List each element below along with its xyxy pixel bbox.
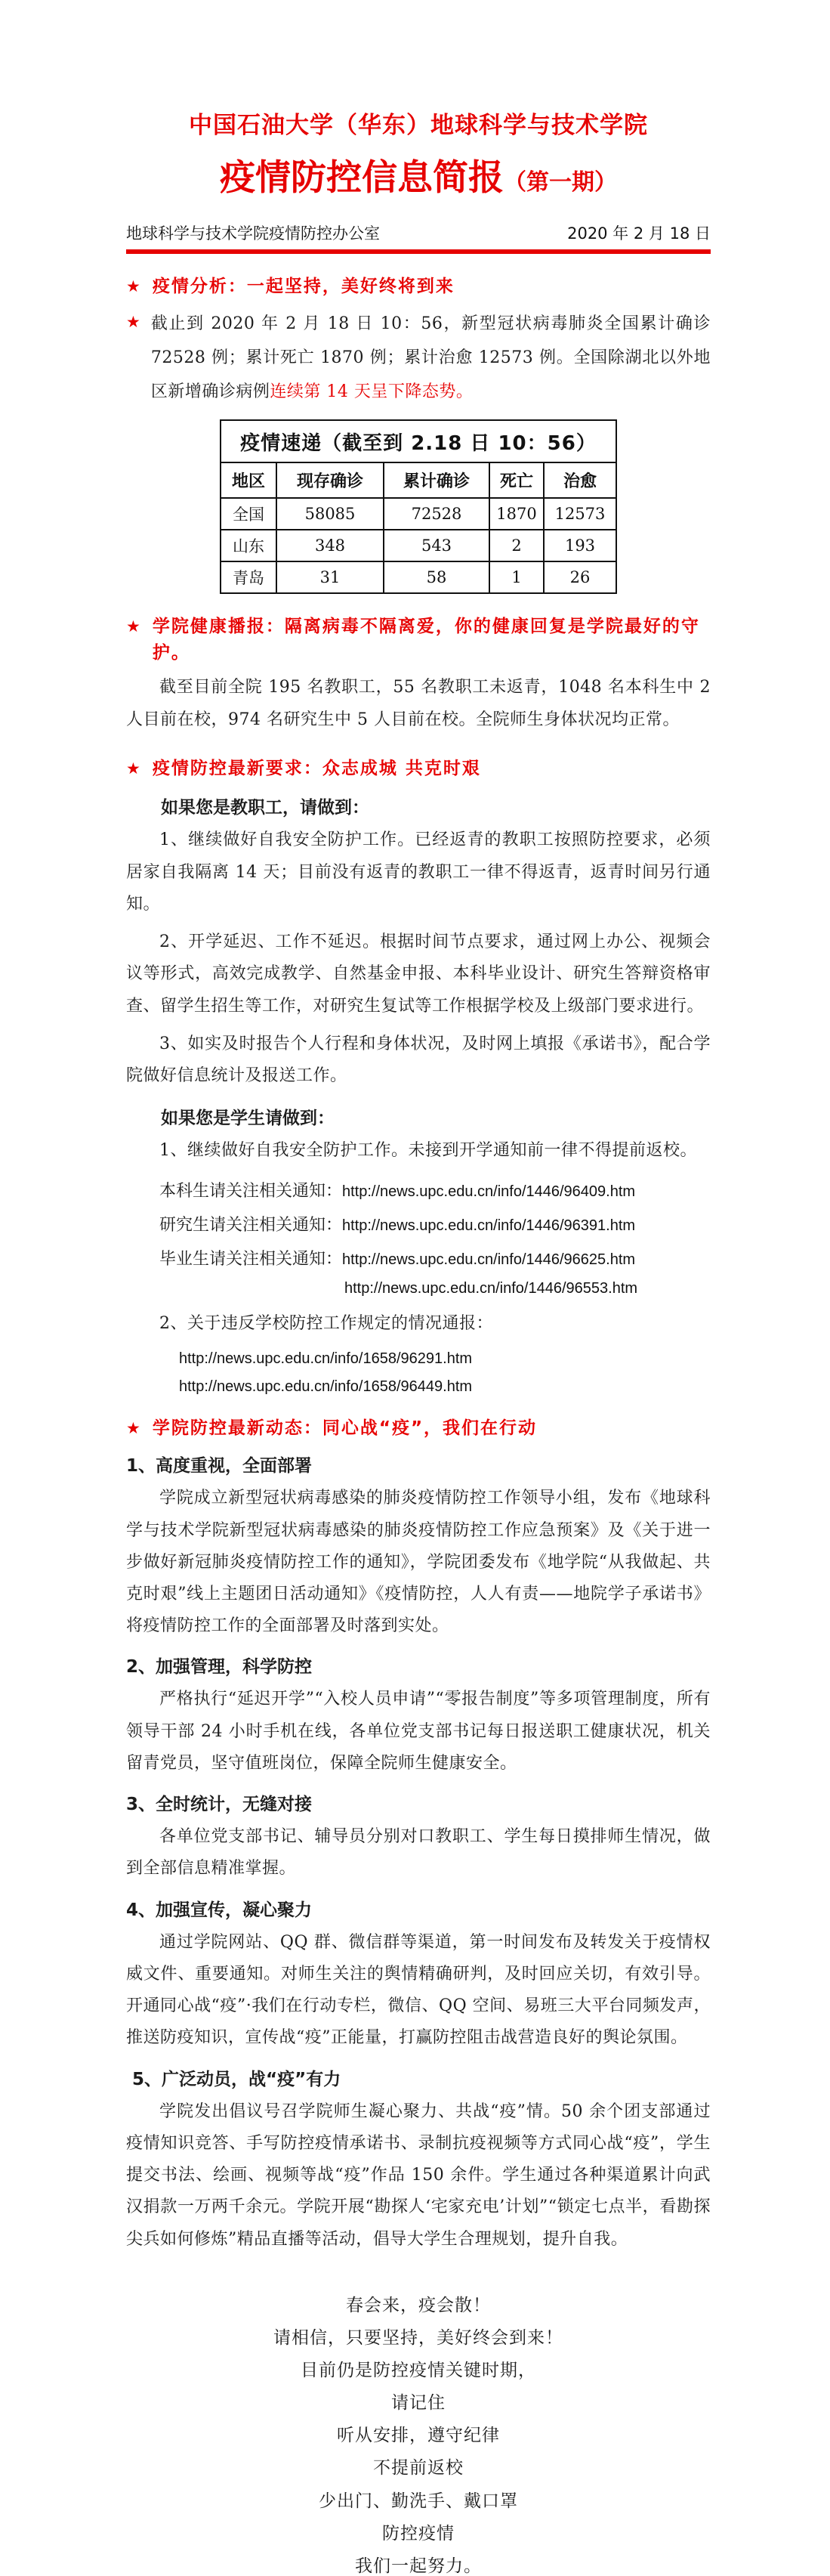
table-title-row xyxy=(221,420,616,462)
paragraph: 2、开学延迟、工作不延迟。根据时间节点要求，通过网上办公、视频会议等形式，高效完成教学、自然基金申报、本科毕业设计、研究生答辩资格审查、留学生招生等工作，对研究生复试等工作根据学校及上级部门要求进行。 xyxy=(126,932,711,1016)
notice-label: 毕业生请关注相关通知： xyxy=(159,1249,343,1269)
section-heading-label: 学院防控最新动态：同心战“疫”，我们在行动 xyxy=(152,1418,538,1438)
numbered-heading: 4、加强宣传，凝心聚力 xyxy=(126,1900,313,1920)
table-cell: 全国 xyxy=(221,498,276,530)
numbered-heading: 3、全时统计，无缝对接 xyxy=(126,1795,313,1815)
column-header: 累计确诊 xyxy=(384,462,489,498)
closing-line: 不提前返校 xyxy=(373,2458,464,2479)
table-row xyxy=(221,561,616,593)
column-header: 死亡 xyxy=(489,462,544,498)
closing-line: 请相信，只要坚持，美好终会到来！ xyxy=(273,2327,563,2348)
table-cell: 12573 xyxy=(544,498,616,530)
table-row xyxy=(221,530,616,561)
section-heading xyxy=(126,274,711,300)
notice-label: 研究生请关注相关通知： xyxy=(159,1215,343,1235)
header-divider xyxy=(126,249,711,254)
star-icon: ★ xyxy=(126,1418,140,1437)
notice-link-line xyxy=(126,1280,711,1297)
paragraph: 截至目前全院 195 名教职工，55 名教职工未返青，1048 名本科生中 2 人目前在校，974 名研究生中 5 人目前在校。全院师生身体状况均正常。 xyxy=(126,678,711,729)
section-heading-label: 疫情防控最新要求：众志成城 共克时艰 xyxy=(152,758,481,778)
paragraph: 2、关于违反学校防控工作规定的情况通报： xyxy=(159,1313,493,1333)
subheading: 如果您是教职工，请做到： xyxy=(161,798,369,818)
section-heading-label: 学院健康播报：隔离病毒不隔离爱，你的健康回复是学院最好的守护。 xyxy=(152,617,700,663)
table-cell: 1 xyxy=(489,561,544,593)
closing-line: 我们一起努力。 xyxy=(355,2556,482,2576)
table-cell: 543 xyxy=(384,530,489,561)
section-heading xyxy=(126,756,711,782)
notice-url[interactable]: http://news.upc.edu.cn/info/1446/96409.htm xyxy=(342,1183,636,1200)
star-paragraph-text xyxy=(151,307,711,409)
issuing-office: 地球科学与技术学院疫情防控办公室 xyxy=(126,224,380,243)
paragraph: 通过学院网站、QQ 群、微信群等渠道，第一时间发布及转发关于疫情权威文件、重要通知。对师生关注的舆情精确研判，及时回应关切，有效引导。开通同心战“疫”·我们在行动专栏，微信、QQ 空间、易班三大平台同频发声，推送防疫知识，宣传战“疫”正能量，打赢防控阻击战营造良好的舆论氛围。 xyxy=(126,1932,711,2048)
notice-url[interactable]: http://news.upc.edu.cn/info/1446/96625.htm xyxy=(342,1251,636,1268)
table-cell: 2 xyxy=(489,530,544,561)
paragraph: 学院成立新型冠状病毒感染的肺炎疫情防控工作领导小组，发布《地球科学与技术学院新型冠状病毒感染的肺炎疫情防控工作应急预案》及《关于进一步做好新冠肺炎疫情防控工作的通知》，学院团委发布《地学院“从我做起、共克时艰”线上主题团日活动通知》《疫情防控，人人有责——地院学子承诺书》将疫情防控工作的全面部署及时落到实处。 xyxy=(126,1489,711,1636)
closing-line: 春会来，疫会散！ xyxy=(346,2295,491,2315)
spacer xyxy=(126,2262,711,2296)
numbered-heading: 2、加强管理，科学防控 xyxy=(126,1657,313,1678)
paragraph: 3、如实及时报告个人行程和身体状况，及时网上填报《承诺书》，配合学院做好信息统计及报送工作。 xyxy=(126,1034,711,1086)
table-cell: 青岛 xyxy=(221,561,276,593)
notice-url[interactable]: http://news.upc.edu.cn/info/1658/96291.htm xyxy=(179,1350,473,1367)
star-icon: ★ xyxy=(126,617,140,636)
numbered-heading: 5、广泛动员，战“疫”有力 xyxy=(126,2069,341,2089)
page-title: 中国石油大学（华东）地球科学与技术学院 xyxy=(189,112,648,139)
table-cell: 山东 xyxy=(221,530,276,561)
table-cell: 193 xyxy=(544,530,616,561)
paragraph: 1、继续做好自我安全防护工作。未接到开学通知前一律不得提前返校。 xyxy=(159,1141,697,1161)
notice-label: 本科生请关注相关通知： xyxy=(159,1181,343,1201)
table-cell: 58 xyxy=(384,561,489,593)
notice-link-line xyxy=(126,1212,711,1235)
notice-url[interactable]: http://news.upc.edu.cn/info/1658/96449.htm xyxy=(179,1378,473,1395)
table-header-row xyxy=(221,462,616,498)
section-heading xyxy=(126,1415,711,1442)
issue-date: 2020 年 2 月 18 日 xyxy=(567,224,711,243)
closing-line: 防控疫情 xyxy=(382,2523,455,2544)
section-heading xyxy=(126,614,711,666)
bulletin-title-main: 疫情防控信息简报 xyxy=(220,157,504,199)
closing-line: 请记住 xyxy=(391,2393,446,2414)
notice-url[interactable]: http://news.upc.edu.cn/info/1446/96553.htm xyxy=(344,1279,638,1297)
epidemic-table xyxy=(220,419,617,594)
column-header: 现存确诊 xyxy=(276,462,384,498)
closing-line: 少出门、勤洗手、戴口罩 xyxy=(319,2491,518,2511)
paragraph-text: 截止到 2020 年 2 月 18 日 10：56，新型冠状病毒肺炎全国累计确诊 72528 例；累计死亡 1870 例；累计治愈 12573 例。全国除湖北以外地区新增确诊病例 xyxy=(150,314,711,402)
notice-link-line xyxy=(126,1178,711,1201)
section-heading-label: 疫情分析：一起坚持，美好终将到来 xyxy=(152,276,455,296)
highlighted-text: 连续第 14 天呈下降态势。 xyxy=(270,382,474,402)
table-row xyxy=(221,498,616,530)
table-cell: 31 xyxy=(276,561,384,593)
star-icon: ★ xyxy=(126,313,140,332)
table-cell: 348 xyxy=(276,530,384,561)
numbered-heading: 1、高度重视，全面部署 xyxy=(126,1456,313,1477)
paragraph: 1、继续做好自我安全防护工作。已经返青的教职工按照防控要求，必须居家自我隔离 14 天；目前没有返青的教职工一律不得返青，返青时间另行通知。 xyxy=(126,830,711,914)
bulletin-title xyxy=(126,157,711,199)
paragraph: 各单位党支部书记、辅导员分别对口教职工、学生每日摸排师生情况，做到全部信息精准掌握。 xyxy=(126,1827,711,1879)
table-title: 疫情速递（截至到 2.18 日 10：56） xyxy=(221,420,616,462)
notice-link-line xyxy=(126,1378,711,1396)
table-cell: 72528 xyxy=(384,498,489,530)
notice-link-line xyxy=(126,1350,711,1368)
paragraph: 学院发出倡议号召学院师生凝心聚力、共战“疫”情。50 余个团支部通过疫情知识竞答、手写防控疫情承诺书、录制抗疫视频等方式同心战“疫”，学生提交书法、绘画、视频等战“疫”作品 150 余件。学生通过各种渠道累计向武汉捐款一万两千余元。学院开展“勘探人‘宅家充电’计划”“锁定七点半，看勘探尖兵如何修炼”精品直播等活动，倡导大学生合理规划，提升自我。 xyxy=(126,2101,711,2249)
column-header: 地区 xyxy=(221,462,276,498)
notice-link-line xyxy=(126,1246,711,1269)
meta-row xyxy=(126,221,711,244)
table-cell: 26 xyxy=(544,561,616,593)
bulletin-issue-number: （第一期） xyxy=(504,169,617,196)
closing-line: 听从安排，遵守纪律 xyxy=(337,2426,500,2446)
document-body xyxy=(126,274,711,2575)
table-cell: 58085 xyxy=(276,498,384,530)
table-cell: 1870 xyxy=(489,498,544,530)
star-icon: ★ xyxy=(126,759,140,778)
paragraph: 严格执行“延迟开学”“入校人员申请”“零报告制度”等多项管理制度，所有领导干部 24 小时手机在线，各单位党支部书记每日报送职工健康状况，机关留青党员，坚守值班岗位，保障全院师生健康安全。 xyxy=(126,1690,711,1773)
closing-line: 目前仍是防控疫情关键时期， xyxy=(301,2361,536,2381)
subheading: 如果您是学生请做到： xyxy=(161,1109,335,1129)
star-icon: ★ xyxy=(126,277,140,295)
column-header: 治愈 xyxy=(544,462,616,498)
notice-url[interactable]: http://news.upc.edu.cn/info/1446/96391.htm xyxy=(342,1217,636,1234)
star-paragraph xyxy=(126,307,711,409)
